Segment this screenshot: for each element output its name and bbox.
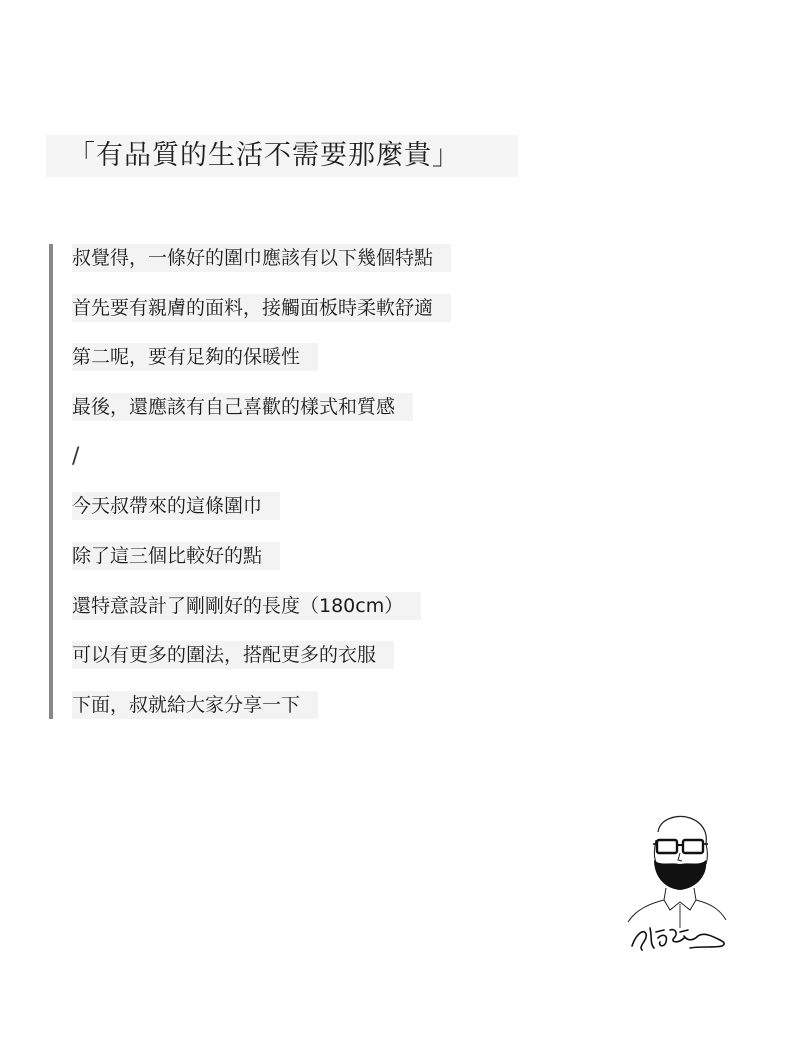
quote-bar	[49, 244, 53, 719]
page-title	[46, 135, 518, 177]
page-title-text: 「有品質的生活不需要那麼貴」	[68, 140, 460, 171]
bearded-man-avatar	[620, 810, 730, 960]
paragraph-line: 今天叔帶來的這條圍巾	[72, 492, 280, 520]
paragraph-line: 除了這三個比較好的點	[72, 542, 280, 570]
paragraph-line: 還特意設計了剛剛好的長度（180cm）	[72, 592, 421, 620]
paragraph-line: 最後，還應該有自己喜歡的樣式和質感	[72, 393, 413, 421]
paragraph-line: 可以有更多的圍法，搭配更多的衣服	[72, 641, 394, 669]
paragraph-line: 首先要有親膚的面料，接觸面板時柔軟舒適	[72, 294, 451, 322]
paragraph-line: 第二呢，要有足夠的保暖性	[72, 343, 318, 371]
paragraph-line: 叔覺得，一條好的圍巾應該有以下幾個特點	[72, 244, 451, 272]
divider-slash: /	[72, 444, 80, 469]
paragraph-line: 下面，叔就給大家分享一下	[72, 691, 318, 719]
